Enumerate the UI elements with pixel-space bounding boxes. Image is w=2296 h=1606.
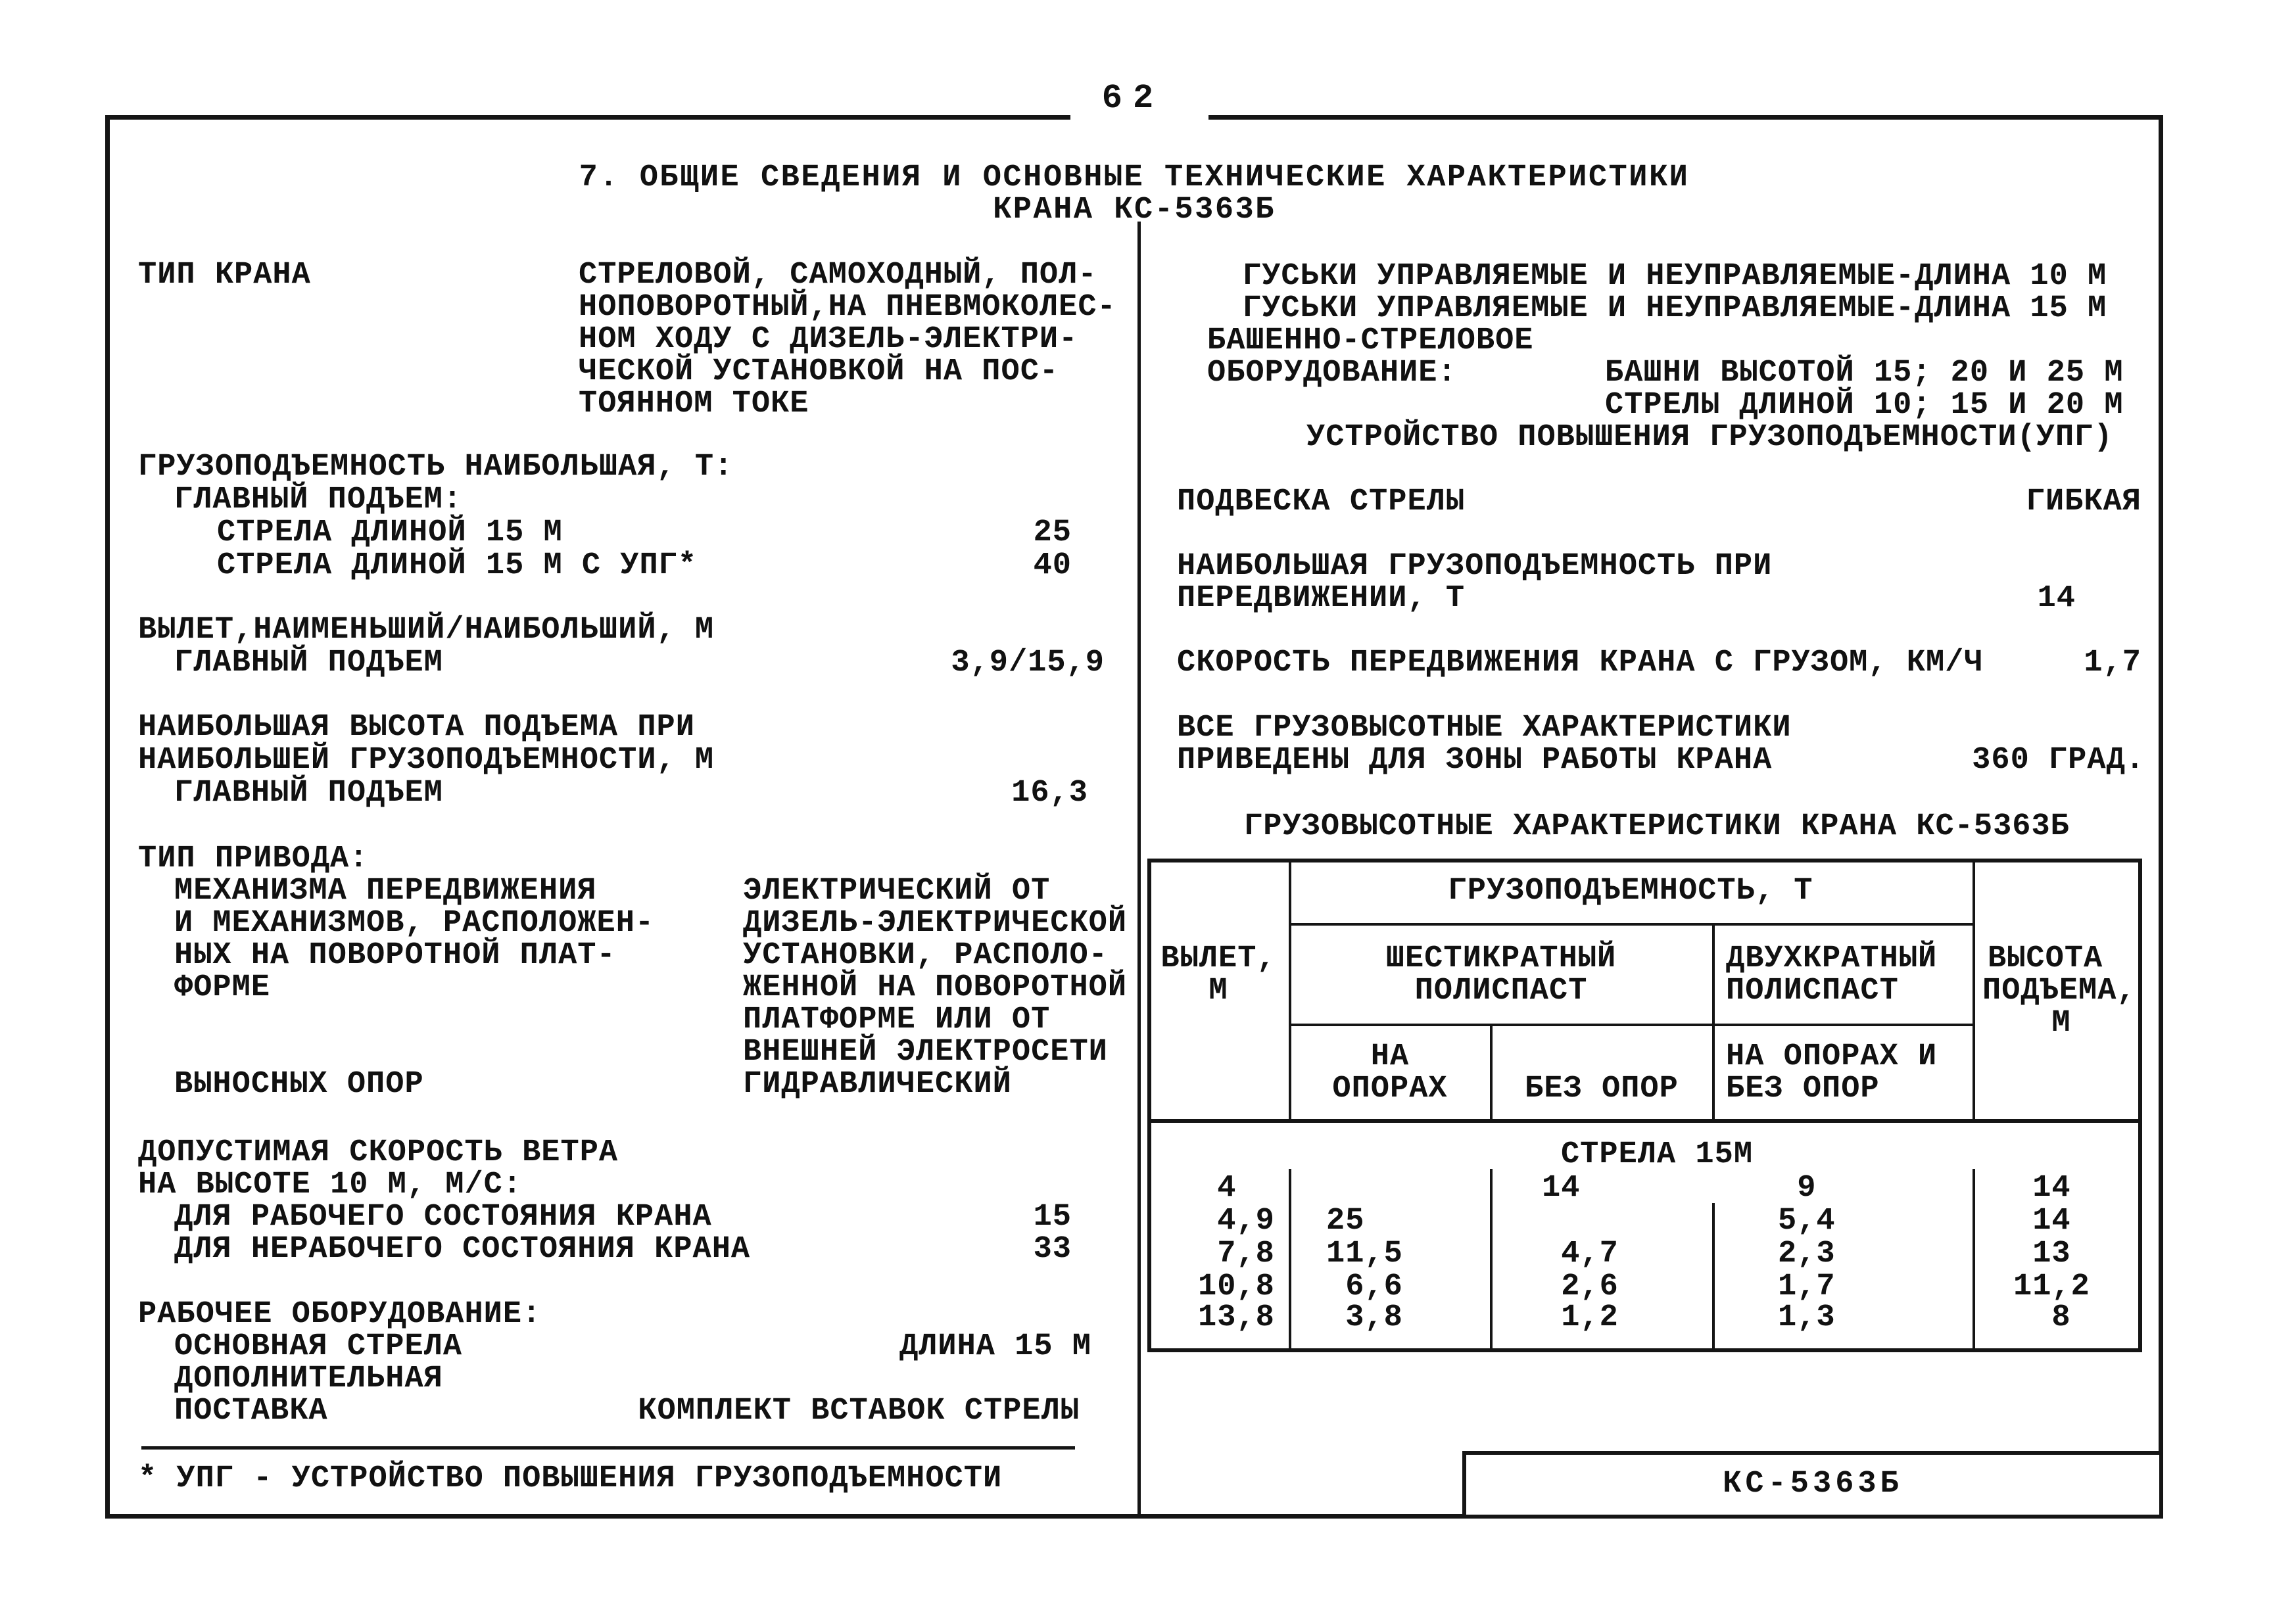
model-designation: КС-5363Б xyxy=(1723,1467,1903,1501)
crane-type-label: ТИП КРАНА xyxy=(138,258,311,293)
table-cell: 2,3 xyxy=(1778,1237,1836,1271)
doc-title-line2: КРАНА КС-5363Б xyxy=(993,193,1276,227)
table-line-header-bottom xyxy=(1147,1119,2142,1123)
tower-boom-line: БАШЕННО-СТРЕЛОВОЕ xyxy=(1207,323,1534,358)
outreach-header: ВЫЛЕТ,НАИМЕНЬШИЙ/НАИБОЛЬШИЙ, М xyxy=(138,613,715,648)
wind-row-value: 33 xyxy=(1033,1232,1072,1267)
table-divider-col4 xyxy=(1973,859,1975,1122)
outriggers-value: ГИДРАВЛИЧЕСКИЙ xyxy=(743,1067,1012,1102)
page-border-left xyxy=(105,115,110,1519)
jib-line: ГУСЬКИ УПРАВЛЯЕМЫЕ И НЕУПРАВЛЯЕМЫЕ-ДЛИНА 15 М xyxy=(1243,291,2107,326)
travel-speed-label: СКОРОСТЬ ПЕРЕДВИЖЕНИЯ КРАНА С ГРУЗОМ, КМ/Ч xyxy=(1177,646,1984,680)
table-divider-col3 xyxy=(1712,1203,1715,1351)
crane-type-line: НОМ ХОДУ С ДИЗЕЛЬ-ЭЛЕКТРИ- xyxy=(579,322,1078,357)
drive-right-line: ЖЕННОЙ НА ПОВОРОТНОЙ xyxy=(743,970,1128,1005)
jib-line: ГУСЬКИ УПРАВЛЯЕМЫЕ И НЕУПРАВЛЯЕМЫЕ-ДЛИНА 10 М xyxy=(1243,259,2107,294)
capacity-header: ГРУЗОПОДЪЕМНОСТЬ НАИБОЛЬШАЯ, Т: xyxy=(138,450,734,484)
table-border-top xyxy=(1147,859,2142,862)
table-sub-without-supports: БЕЗ ОПОР xyxy=(1525,1072,1679,1106)
wind-row-label: ДЛЯ НЕРАБОЧЕГО СОСТОЯНИЯ КРАНА xyxy=(174,1232,751,1267)
table-cell: 3,8 xyxy=(1326,1300,1403,1335)
table-group-sixfold-header: ШЕСТИКРАТНЫЙ xyxy=(1385,941,1617,976)
table-group-twofold-header: ПОЛИСПАСТ xyxy=(1726,974,1899,1008)
table-cell: 25 xyxy=(1326,1204,1365,1239)
footnote-text: * УПГ - УСТРОЙСТВО ПОВЫШЕНИЯ ГРУЗОПОДЪЕМНОСТИ xyxy=(138,1461,1003,1496)
table-cell: 4 xyxy=(1198,1171,1237,1206)
tower-equipment-label: ОБОРУДОВАНИЕ: xyxy=(1207,356,1457,390)
table-group-sixfold-header: ПОЛИСПАСТ xyxy=(1414,974,1588,1008)
drive-left-line: И МЕХАНИЗМОВ, РАСПОЛОЖЕН- xyxy=(174,906,655,941)
lift-height-header2: НАИБОЛЬШЕЙ ГРУЗОПОДЪЕМНОСТИ, М xyxy=(138,743,715,778)
wind-row-value: 15 xyxy=(1033,1200,1072,1235)
capacity-row-value: 40 xyxy=(1033,548,1072,583)
travel-capacity-line1: НАИБОЛЬШАЯ ГРУЗОПОДЪЕМНОСТЬ ПРИ xyxy=(1177,549,1773,584)
equipment-row-value: ДЛИНА 15 М xyxy=(899,1329,1091,1364)
table-divider-col1 xyxy=(1289,1169,1291,1351)
drive-right-line: ЭЛЕКТРИЧЕСКИЙ ОТ xyxy=(743,874,1051,909)
table-border-bottom xyxy=(1147,1348,2142,1352)
table-cell: 1,7 xyxy=(1778,1269,1836,1304)
table-span-header: ГРУЗОПОДЪЕМНОСТЬ, Т xyxy=(1448,874,1813,909)
table-cell: 1,2 xyxy=(1542,1300,1619,1335)
table-title: ГРУЗОВЫСОТНЫЕ ХАРАКТЕРИСТИКИ КРАНА КС-5363Б xyxy=(1244,809,2070,844)
suspension-label: ПОДВЕСКА СТРЕЛЫ xyxy=(1177,484,1466,519)
table-cell: 6,6 xyxy=(1326,1269,1403,1304)
table-cell: 7,8 xyxy=(1198,1237,1275,1271)
page-border-top-right-segment xyxy=(1208,115,2163,120)
drive-left-line: НЫХ НА ПОВОРОТНОЙ ПЛАТ- xyxy=(174,938,616,973)
equipment-header: РАБОЧЕЕ ОБОРУДОВАНИЕ: xyxy=(138,1297,542,1332)
drive-right-line: ДИЗЕЛЬ-ЭЛЕКТРИЧЕСКОЙ xyxy=(743,906,1128,941)
wind-row-label: ДЛЯ РАБОЧЕГО СОСТОЯНИЯ КРАНА xyxy=(174,1200,712,1235)
table-group-twofold-header: ДВУХКРАТНЫЙ xyxy=(1726,941,1938,976)
capacity-row-label: СТРЕЛА ДЛИНОЙ 15 М xyxy=(217,515,563,550)
table-cell: 14 xyxy=(2013,1204,2071,1239)
drive-left-line: ФОРМЕ xyxy=(174,970,271,1005)
table-divider-col4 xyxy=(1973,1169,1975,1351)
lift-height-row-label: ГЛАВНЫЙ ПОДЪЕМ xyxy=(174,776,443,811)
table-cell: 4,9 xyxy=(1198,1204,1275,1239)
table-col-height-header: ПОДЪЕМА, xyxy=(1982,974,2136,1008)
table-col-height-header: М xyxy=(2051,1006,2071,1041)
travel-capacity-value: 14 xyxy=(2037,581,2076,616)
drive-right-line: ВНЕШНЕЙ ЭЛЕКТРОСЕТИ xyxy=(743,1035,1108,1070)
table-cell: 13 xyxy=(2013,1237,2071,1271)
table-cell: 5,4 xyxy=(1778,1204,1836,1239)
table-divider-col3 xyxy=(1712,923,1715,1122)
crane-type-line: ЧЕСКОЙ УСТАНОВКОЙ НА ПОС- xyxy=(579,354,1059,389)
table-col-height-header: ВЫСОТА xyxy=(1988,941,2103,976)
footnote-separator xyxy=(141,1446,1075,1450)
capacity-row-label: СТРЕЛА ДЛИНОЙ 15 М С УПГ* xyxy=(217,548,698,583)
table-line-under-span-header xyxy=(1289,923,1973,926)
table-col-outreach-header: ВЫЛЕТ, xyxy=(1160,941,1276,976)
drive-right-line: УСТАНОВКИ, РАСПОЛО- xyxy=(743,938,1108,973)
travel-speed-value: 1,7 xyxy=(2084,646,2141,680)
tower-equipment-value: УСТРОЙСТВО ПОВЫШЕНИЯ ГРУЗОПОДЪЕМНОСТИ(УПГ) xyxy=(1306,420,2113,455)
capacity-subheader: ГЛАВНЫЙ ПОДЪЕМ: xyxy=(174,483,463,517)
crane-type-line: НОПОВОРОТНЫЙ,НА ПНЕВМОКОЛЕС- xyxy=(579,290,1116,325)
equipment-row-value: КОМПЛЕКТ ВСТАВОК СТРЕЛЫ xyxy=(638,1394,1080,1429)
doc-title-line1: 7. ОБЩИЕ СВЕДЕНИЯ И ОСНОВНЫЕ ТЕХНИЧЕСКИЕ ХАРАКТЕРИСТИКИ xyxy=(579,160,1690,195)
travel-capacity-line2: ПЕРЕДВИЖЕНИИ, Т xyxy=(1177,581,1466,616)
crane-type-line: СТРЕЛОВОЙ, САМОХОДНЫЙ, ПОЛ- xyxy=(579,258,1097,293)
outreach-row-value: 3,9/15,9 xyxy=(951,646,1105,680)
table-cell: 14 xyxy=(1542,1171,1581,1206)
table-sub-on-supports: НА xyxy=(1370,1039,1410,1074)
table-cell: 1,3 xyxy=(1778,1300,1836,1335)
tower-equipment-value: СТРЕЛЫ ДЛИНОЙ 10; 15 И 20 М xyxy=(1605,388,2124,423)
wind-header2: НА ВЫСОТЕ 10 М, М/С: xyxy=(138,1168,523,1202)
equipment-row-label: ДОПОЛНИТЕЛЬНАЯ xyxy=(174,1361,443,1396)
drive-right-line: ПЛАТФОРМЕ ИЛИ ОТ xyxy=(743,1003,1051,1037)
table-section-header: СТРЕЛА 15М xyxy=(1560,1137,1754,1172)
lift-height-row-value: 16,3 xyxy=(1011,776,1088,811)
table-divider-col2 xyxy=(1490,1024,1493,1122)
drive-left-line: МЕХАНИЗМА ПЕРЕДВИЖЕНИЯ xyxy=(174,874,597,909)
table-cell: 10,8 xyxy=(1198,1269,1275,1304)
table-sub-on-supports: ОПОРАХ xyxy=(1332,1072,1448,1106)
page-number: 62 xyxy=(1101,79,1164,118)
table-col-outreach-header: М xyxy=(1208,974,1228,1008)
table-cell: 8 xyxy=(2013,1300,2071,1335)
table-cell: 11,5 xyxy=(1326,1237,1403,1271)
column-divider xyxy=(1137,222,1141,1517)
table-border-right xyxy=(2138,859,2142,1352)
wind-header1: ДОПУСТИМАЯ СКОРОСТЬ ВЕТРА xyxy=(138,1135,619,1170)
table-cell: 11,2 xyxy=(2013,1269,2090,1304)
capacity-row-value: 25 xyxy=(1033,515,1072,550)
equipment-row-label: ПОСТАВКА xyxy=(174,1394,328,1429)
outreach-row-label: ГЛАВНЫЙ ПОДЪЕМ xyxy=(174,646,443,680)
table-cell: 13,8 xyxy=(1198,1300,1275,1335)
table-sub-on-and-without: НА ОПОРАХ И xyxy=(1726,1039,1938,1074)
table-sub-on-and-without: БЕЗ ОПОР xyxy=(1726,1072,1880,1106)
tower-equipment-value: БАШНИ ВЫСОТОЙ 15; 20 И 25 М xyxy=(1605,356,2124,390)
table-divider-col2 xyxy=(1490,1169,1493,1351)
work-zone-value: 360 ГРАД. xyxy=(1972,743,2145,778)
work-zone-line1: ВСЕ ГРУЗОВЫСОТНЫЕ ХАРАКТЕРИСТИКИ xyxy=(1177,711,1792,745)
crane-type-line: ТОЯННОМ ТОКЕ xyxy=(579,387,809,421)
page-border-top-left-segment xyxy=(105,115,1070,120)
table-divider-col1 xyxy=(1289,859,1291,1122)
table-cell: 14 xyxy=(2013,1171,2071,1206)
page-border-right xyxy=(2159,115,2163,1519)
lift-height-header1: НАИБОЛЬШАЯ ВЫСОТА ПОДЪЕМА ПРИ xyxy=(138,710,695,745)
work-zone-line2: ПРИВЕДЕНЫ ДЛЯ ЗОНЫ РАБОТЫ КРАНА xyxy=(1177,743,1773,778)
equipment-row-label: ОСНОВНАЯ СТРЕЛА xyxy=(174,1329,463,1364)
table-cell: 2,6 xyxy=(1542,1269,1619,1304)
table-cell: 4,7 xyxy=(1542,1237,1619,1271)
table-cell: 9 xyxy=(1778,1171,1817,1206)
outriggers-label: ВЫНОСНЫХ ОПОР xyxy=(174,1067,424,1102)
table-line-under-group-headers xyxy=(1289,1024,1973,1026)
table-border-left xyxy=(1147,859,1151,1352)
drive-type-header: ТИП ПРИВОДА: xyxy=(138,841,369,876)
suspension-value: ГИБКАЯ xyxy=(2026,484,2141,519)
